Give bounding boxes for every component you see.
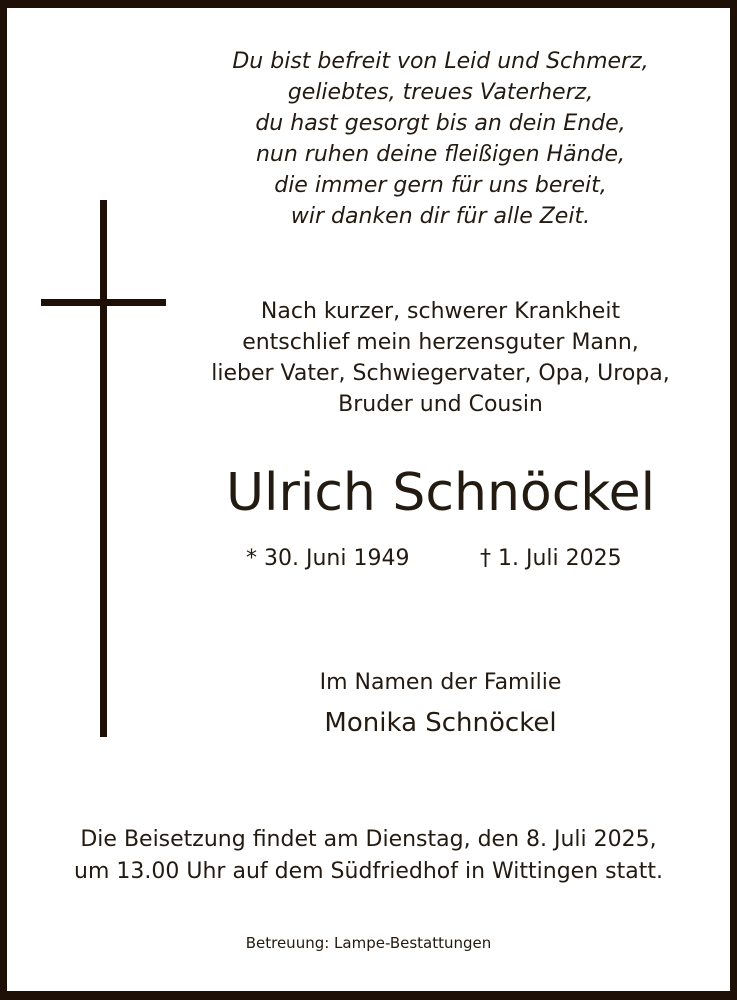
intro-text — [72, 296, 737, 420]
poem-line: nun ruhen deine fleißigen Hände, — [255, 142, 626, 167]
death-date: † 1. Juli 2025 — [480, 546, 622, 571]
footer-credit: Betreuung: Lampe-Bestattungen — [245, 934, 492, 952]
poem-line: geliebtes, treues Vaterherz, — [287, 80, 594, 105]
deceased-name: Ulrich Schnöckel — [225, 463, 656, 523]
funeral-line: um 13.00 Uhr auf dem Südfriedhof in Wittingen statt. — [74, 859, 663, 884]
family-name: Monika Schnöckel — [324, 708, 557, 738]
intro-line: lieber Vater, Schwiegervater, Opa, Uropa, — [211, 361, 670, 386]
poem-line: wir danken dir für alle Zeit. — [290, 204, 591, 229]
family-label: Im Namen der Familie — [319, 670, 562, 695]
funeral-line: Die Beisetzung findet am Dienstag, den 8. Juli 2025, — [80, 827, 657, 852]
intro-line: entschlief mein herzensguter Mann, — [242, 330, 639, 355]
birth-date: * 30. Juni 1949 — [246, 546, 410, 571]
poem-line: du hast gesorgt bis an dein Ende, — [255, 111, 626, 136]
poem — [72, 46, 737, 232]
intro-line: Bruder und Cousin — [338, 392, 543, 417]
poem-line: Du bist befreit von Leid und Schmerz, — [232, 49, 649, 74]
funeral-info — [0, 824, 737, 888]
poem-line: die immer gern für uns bereit, — [274, 173, 607, 198]
intro-line: Nach kurzer, schwerer Krankheit — [260, 299, 621, 324]
